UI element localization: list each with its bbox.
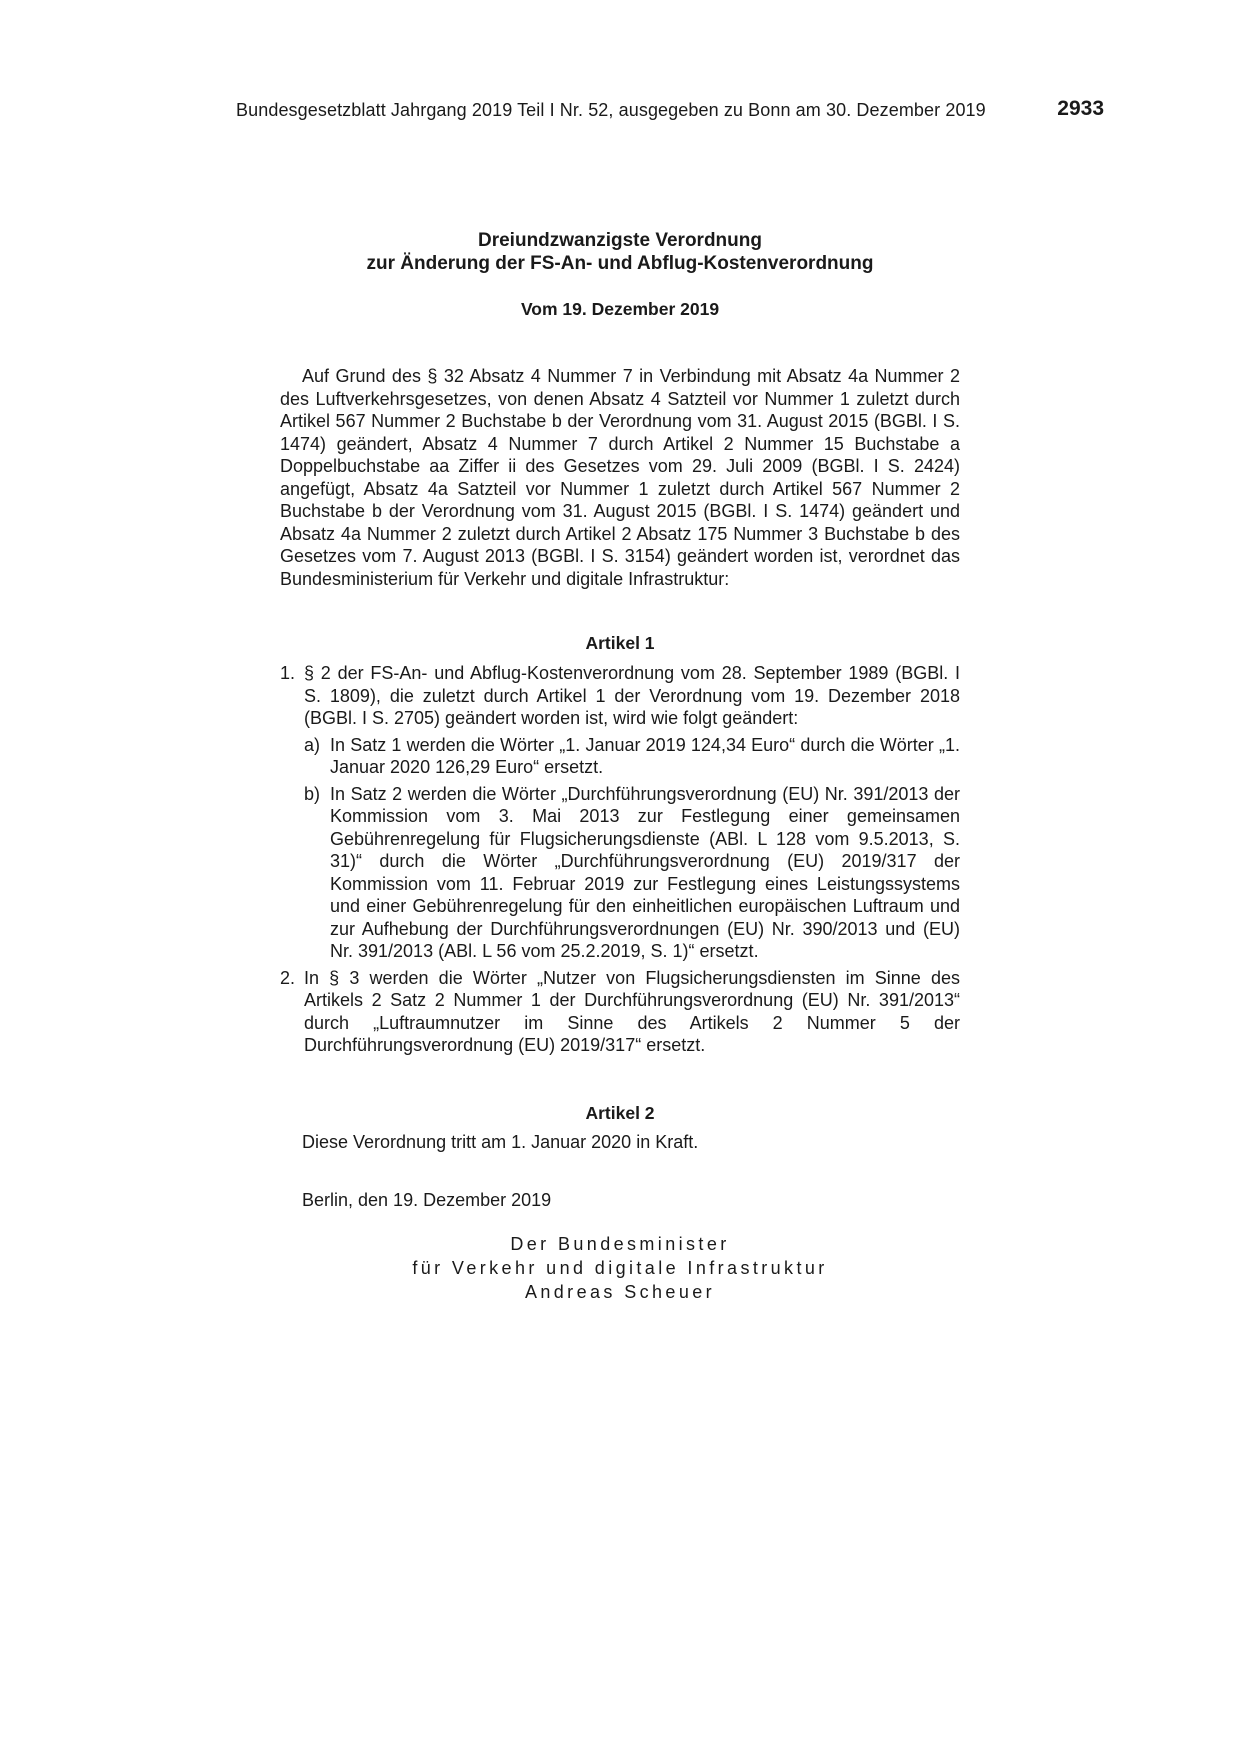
document-date: Vom 19. Dezember 2019 <box>520 299 720 319</box>
sub-item-text: In Satz 1 werden die Wörter „1. Januar 2019 124,34 Euro“ durch die Wörter „1. Januar 2020 126,29 Euro“ ersetzt. <box>330 734 960 777</box>
sub-item-a <box>280 734 960 779</box>
artikel-1-list <box>280 662 960 1057</box>
running-head: Bundesgesetzblatt Jahrgang 2019 Teil I Nr. 52, ausgegeben zu Bonn am 30. Dezember 2019 <box>236 100 986 120</box>
signature-block <box>280 1232 960 1304</box>
artikel-1-heading: Artikel 1 <box>585 633 655 653</box>
document-title <box>280 229 960 275</box>
artikel-2-heading: Artikel 2 <box>585 1103 655 1123</box>
signature-name: Andreas Scheuer <box>524 1282 716 1302</box>
sub-item-letter: b) <box>304 783 321 804</box>
artikel-2-text: Diese Verordnung tritt am 1. Januar 2020 in Kraft. <box>302 1132 699 1152</box>
list-item-number: 2. <box>280 967 296 988</box>
page-number: 2933 <box>1057 97 1104 120</box>
title-line-1: Dreiundzwanzigste Verordnung <box>478 230 762 251</box>
preamble: Auf Grund des § 32 Absatz 4 Nummer 7 in Verbindung mit Absatz 4a Nummer 2 des Luftverkehrsgesetzes, von denen Absatz 4 Satzteil vor Nummer 1 zuletzt durch Artikel 567 Nummer 2 Buchstabe b der Verordnung vom 31. August 2015 (BGBl. I S. 1474) geändert, Absatz 4 Nummer 7 durch Artikel 2 Nummer 15 Buchstabe a Doppelbuchstabe aa Ziffer ii des Gesetzes vom 29. Juli 2009 (BGBl. I S. 2424) angefügt, Absatz 4a Satzteil vor Nummer 1 zuletzt durch Artikel 567 Nummer 2 Buchstabe b der Verordnung vom 31. August 2015 (BGBl. I S. 1474) geändert und Absatz 4a Nummer 2 zuletzt durch Artikel 2 Absatz 175 Nummer 3 Buchstabe b des Gesetzes vom 7. August 2013 (BGBl. I S. 3154) geändert worden ist, verordnet das Bundesministerium für Verkehr und digitale Infrastruktur: <box>280 366 960 589</box>
signature-line-2: für Verkehr und digitale Infrastruktur <box>412 1258 828 1278</box>
list-item-text: In § 3 werden die Wörter „Nutzer von Flugsicherungsdiensten im Sinne des Artikels 2 Satz 2 Nummer 1 der Durchführungsverordnung (EU) Nr. 391/2013“ durch „Luftraumnutzer im Sinne des Artikels 2 Nummer 5 der Durchführungsverordnung (EU) 2019/317“ ersetzt. <box>304 967 960 1055</box>
list-item-2 <box>280 967 960 1057</box>
title-line-2: zur Änderung der FS-An- und Abflug-Kostenverordnung <box>366 253 874 274</box>
list-item-1 <box>280 662 960 730</box>
sub-item-b <box>280 783 960 963</box>
signature-line-1: Der Bundesminister <box>510 1234 730 1254</box>
sub-item-letter: a) <box>304 734 321 755</box>
place-date: Berlin, den 19. Dezember 2019 <box>302 1190 552 1210</box>
list-item-number: 1. <box>280 663 296 683</box>
sub-item-text: In Satz 2 werden die Wörter „Durchführungsverordnung (EU) Nr. 391/2013 der Kommission vom 3. Mai 2013 zur Festlegung einer gemeinsamen Gebührenregelung für Flugsicherungsdienste (ABl. L 128 vom 9.5.2013, S. 31)“ durch die Wörter „Durchführungsverordnung (EU) 2019/317 der Kommission vom 11. Februar 2019 zur Festlegung eines Leistungssystems und einer Gebührenregelung für den einheitlichen europäischen Luftraum und zur Aufhebung der Durchführungsverordnungen (EU) Nr. 390/2013 und (EU) Nr. 391/2013 (ABl. L 56 vom 25.2.2019, S. 1)“ ersetzt. <box>330 783 960 961</box>
list-item-text: § 2 der FS-An- und Abflug-Kostenverordnung vom 28. September 1989 (BGBl. I S. 1809), die zuletzt durch Artikel 1 der Verordnung vom 19. Dezember 2018 (BGBl. I S. 2705) geändert worden ist, wird wie folgt geändert: <box>304 663 960 728</box>
